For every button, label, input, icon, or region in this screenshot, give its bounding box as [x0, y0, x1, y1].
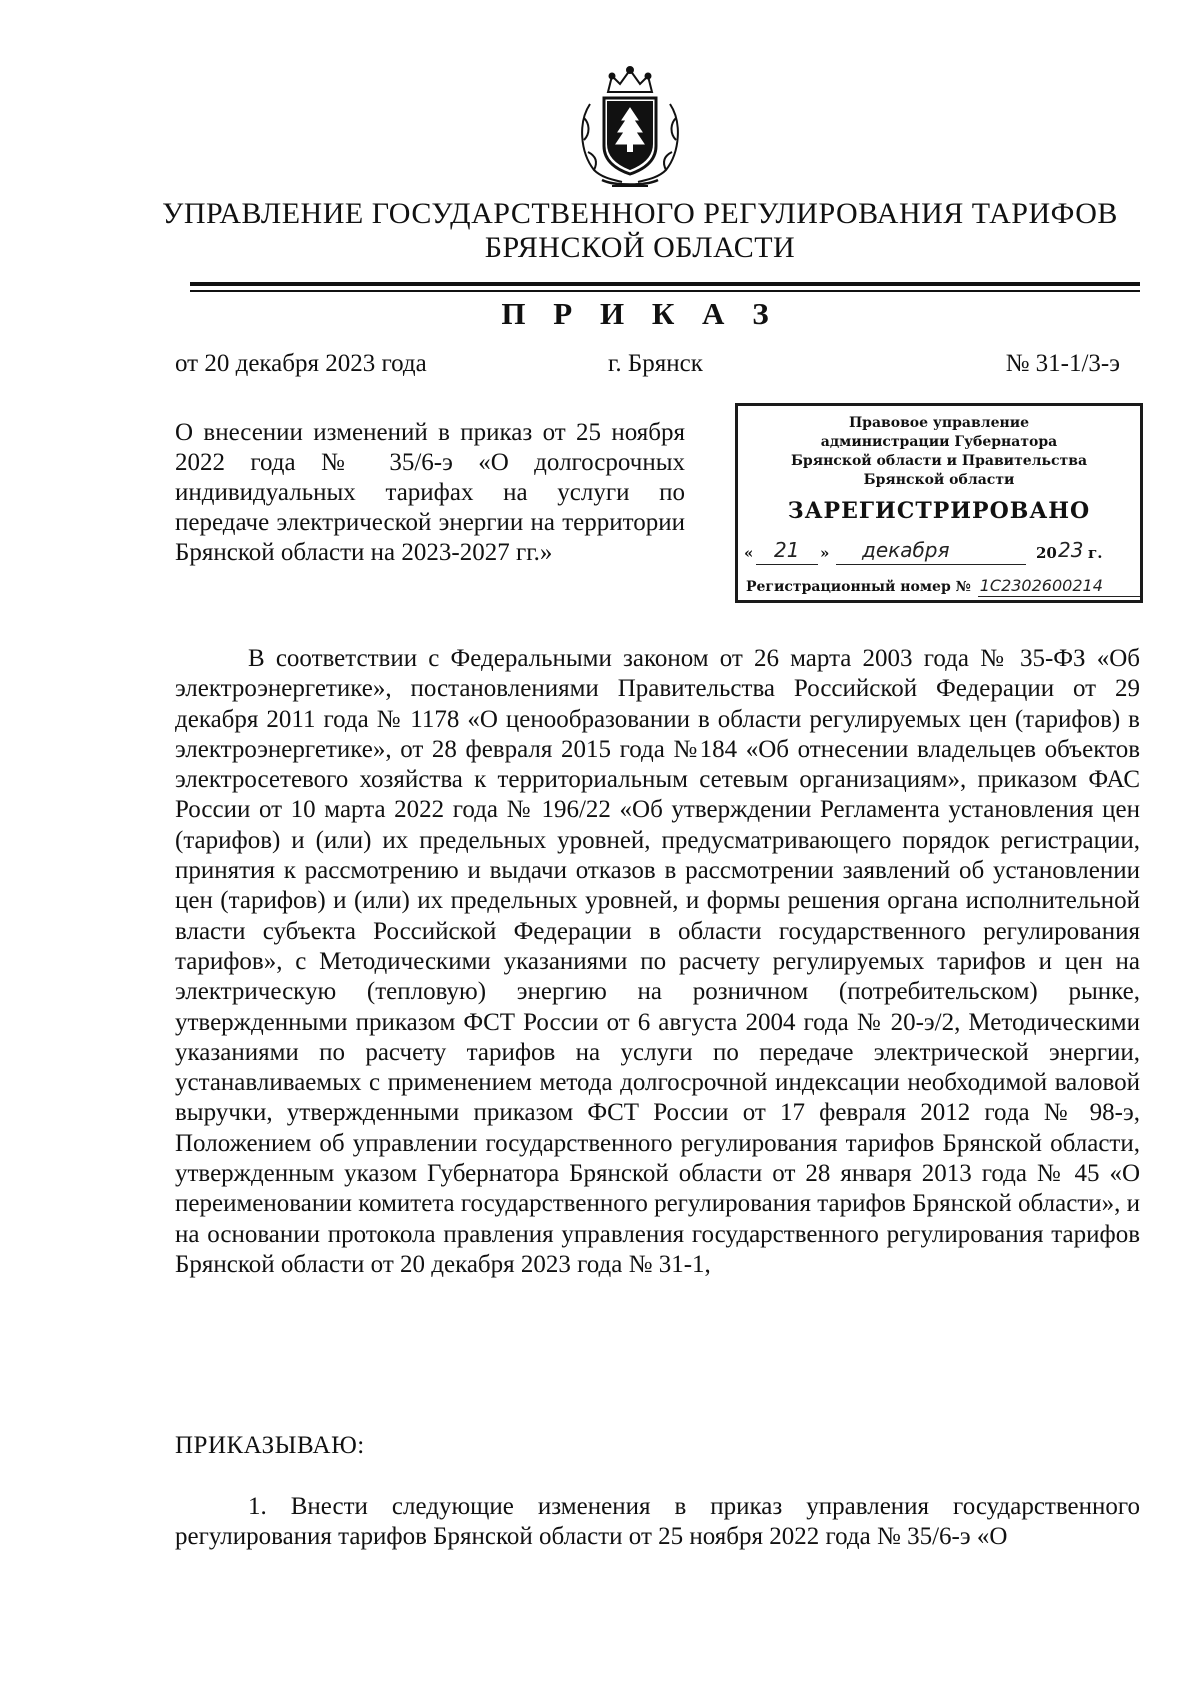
stamp-day-underline [756, 564, 818, 565]
stamp-registration-line [746, 576, 1136, 600]
document-type-title: П Р И К А З [501, 296, 779, 331]
preamble-text: В соответствии с Федеральными законом от 26 марта 2003 года № 35-ФЗ «Об электроэнергетике», постановлениями Правительства Российской Федерации от 29 декабря 2011 года № 1178 «О ценообразовании в области регулируемых цен (тарифов) в электроэнергетике», от 28 февраля 2015 года №184 «Об отнесении владельцев объектов электросетевого хозяйства к территориальным сетевым организациям», приказом ФАС России от 10 марта 2022 года № 196/22 «Об утверждении Регламента установления цен (тарифов) и (или) их предельных уровней, предусматривающего порядок регистрации, принятия к рассмотрению и выдачи отказов в рассмотрении заявлений об установлении цен (тарифов) и (или) их предельных уровней, и формы решения органа исполнительной власти субъекта Российской Федерации в области государственного регулирования тарифов», с Методическими указаниями по расчету регулируемых тарифов и цен на электрическую (тепловую) энергию на розничном (потребительском) рынке, утвержденными приказом ФСТ России от 6 августа 2004 года № 20-э/2, Методическими указаниями по расчету тарифов на услуги по передаче электрической энергии, устанавливаемых с применением метода долгосрочной индексации необходимой валовой выручки, утвержденными приказом ФСТ России от 17 февраля 2012 года № 98-э, Положением об управлении государственного регулирования тарифов Брянской области, утвержденным указом Губернатора Брянской области от 28 января 2013 года № 45 «О переименовании комитета государственного регулирования тарифов Брянской области», и на основании протокола правления управления государственного регулирования тарифов Брянской области от 20 декабря 2023 года № 31-1, [175, 645, 1141, 1278]
stamp-reg-underline [978, 596, 1140, 597]
agency-name-line2: БРЯНСКОЙ ОБЛАСТИ [484, 231, 796, 264]
stamp-year-prefix: 20 [1036, 544, 1057, 562]
coat-of-arms-icon [568, 62, 692, 190]
stamp-reg-label: Регистрационный номер № [746, 579, 971, 595]
item-1-text: 1. Внести следующие изменения в приказ управления государственного регулирования тарифов Брянской области от 25 ноября 2022 года № 35/6-э «О [175, 1493, 1140, 1551]
stamp-line2: администрации Губернатора [820, 434, 1058, 450]
stamp-quote-open: « [744, 544, 754, 562]
preamble-paragraph [175, 644, 1140, 1280]
stamp-reg-number-handwritten: 1С2302600214 [979, 576, 1103, 595]
stamp-quote-close: » [820, 544, 830, 562]
order-number: № 31-1/3-э [1005, 350, 1120, 377]
decree-word: ПРИКАЗЫВАЮ: [175, 1432, 365, 1459]
stamp-line3: Брянской области и Правительства [790, 453, 1088, 469]
stamp-day-handwritten: 21 [774, 538, 800, 562]
order-subject: О внесении изменений в приказ от 25 ноября 2022 года № 35/6-э «О долгосрочных индивидуальных тарифах на услуги по передаче электрической энергии на территории Брянской области на 2023-2027 гг.» [175, 419, 685, 566]
registration-stamp [735, 403, 1143, 603]
stamp-year-handwritten: 23 [1058, 538, 1084, 562]
item-1-paragraph [175, 1492, 1140, 1553]
stamp-line1: Правовое управление [848, 415, 1030, 431]
order-date: от 20 декабря 2023 года [175, 350, 427, 377]
header-divider-thin [190, 290, 1140, 292]
order-city: г. Брянск [608, 350, 703, 377]
agency-name-line1: УПРАВЛЕНИЕ ГОСУДАРСТВЕННОГО РЕГУЛИРОВАНИЯ ТАРИФОВ [162, 197, 1118, 230]
stamp-month-handwritten: декабря [862, 538, 950, 562]
stamp-date-line [744, 538, 1134, 568]
stamp-month-underline [836, 564, 1026, 565]
stamp-line4: Брянской области [863, 472, 1015, 488]
stamp-registered-label: ЗАРЕГИСТРИРОВАНО [787, 498, 1091, 524]
stamp-year-unit: г. [1088, 544, 1103, 562]
header-divider-thick [190, 282, 1140, 286]
